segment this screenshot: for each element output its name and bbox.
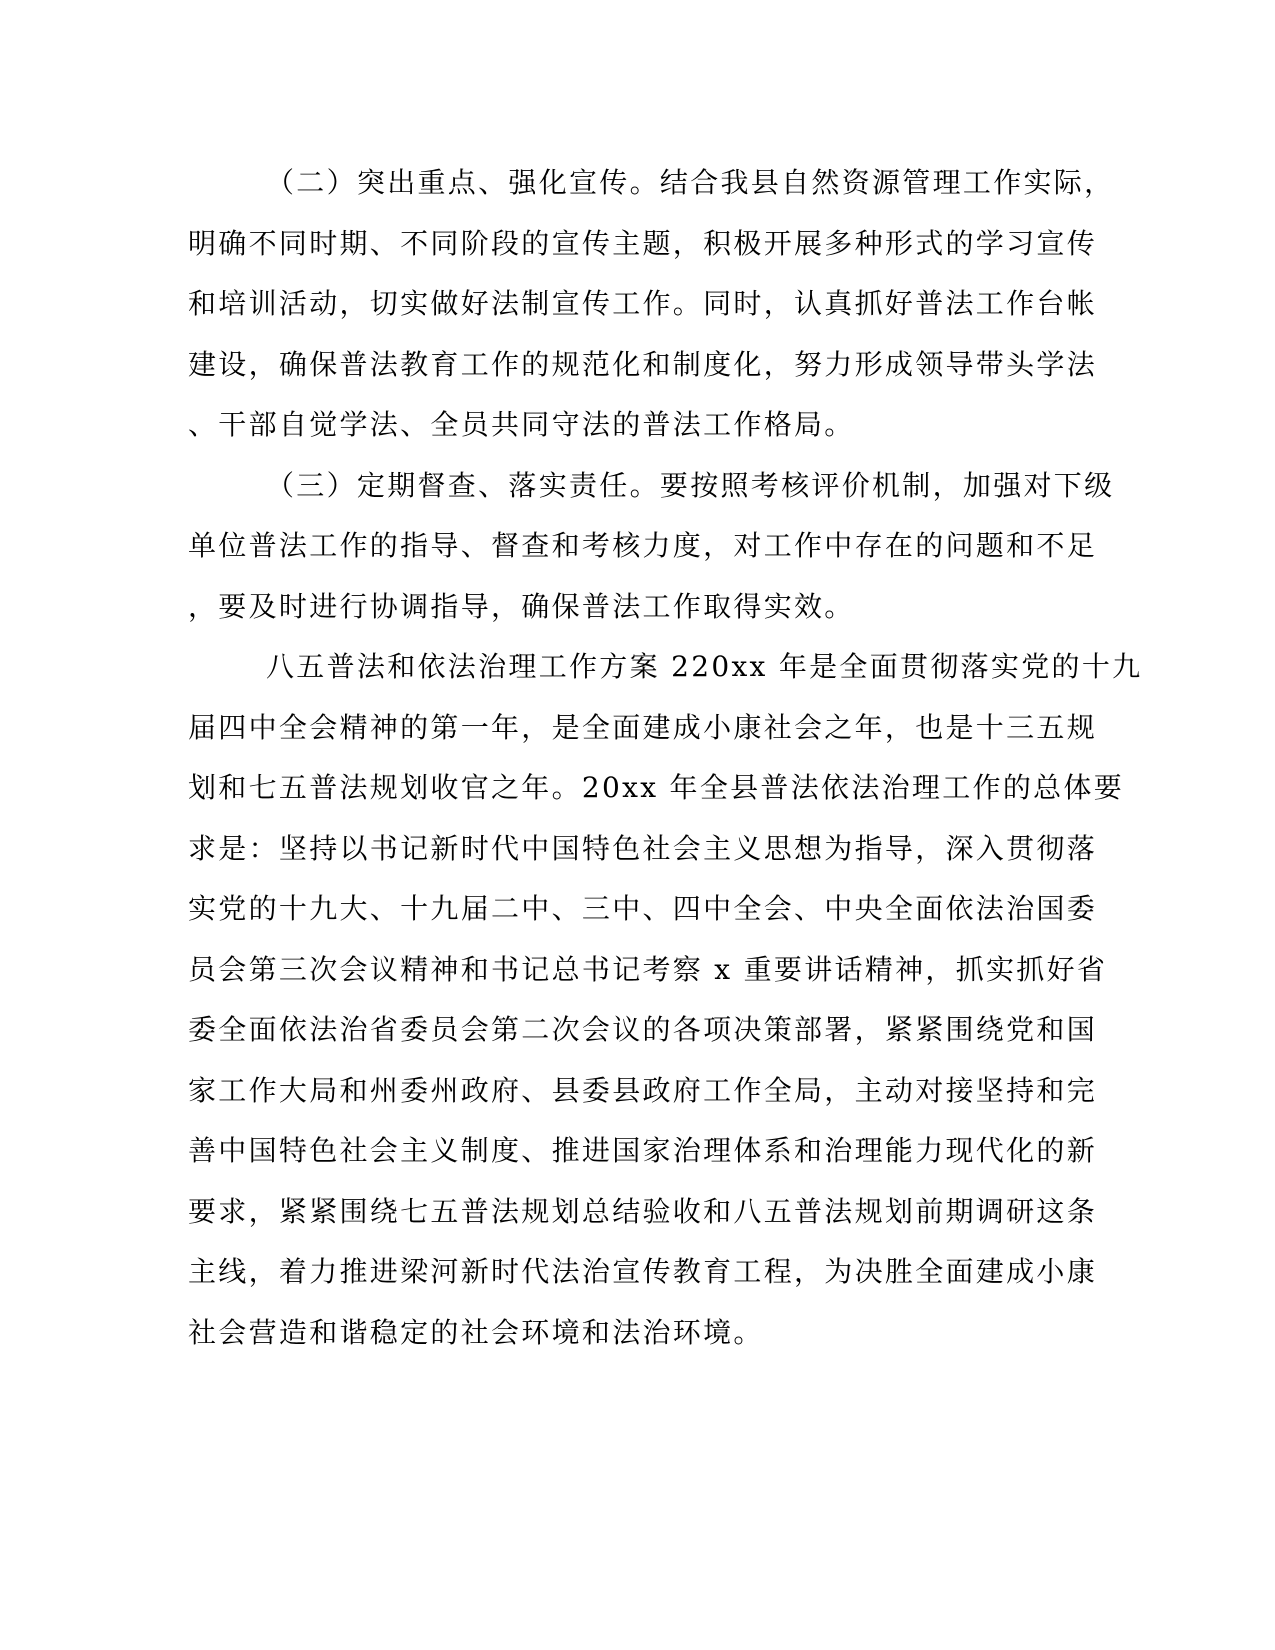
- paragraph-4-line: 社会营造和谐稳定的社会环境和法治环境。: [188, 1315, 764, 1349]
- paragraph-4-line: 员会第三次会议精神和书记总书记考察 x 重要讲话精神，抓实抓好省: [188, 952, 1108, 986]
- paragraph-3-line: （三）定期督查、落实责任。要按照考核评价机制，加强对下级: [266, 468, 1115, 502]
- paragraph-4-line: 划和七五普法规划收官之年。20xx 年全县普法依法治理工作的总体要: [188, 771, 1125, 804]
- paragraph-2-line: （二）突出重点、强化宣传。结合我县自然资源管理工作实际，: [266, 166, 1115, 199]
- paragraph-3-line: 单位普法工作的指导、督查和考核力度，对工作中存在的问题和不足: [188, 529, 1098, 562]
- paragraph-3: [188, 456, 1115, 638]
- paragraph-4-line: 要求，紧紧围绕七五普法规划总结验收和八五普法规划前期调研这条: [188, 1194, 1098, 1228]
- paragraph-4-line: 实党的十九大、十九届二中、三中、四中全会、中央全面依法治国委: [188, 892, 1098, 925]
- paragraph-4-line: 主线，着力推进梁河新时代法治宣传教育工程，为决胜全面建成小康: [188, 1255, 1098, 1288]
- paragraph-4-line: 届四中全会精神的第一年，是全面建成小康社会之年，也是十三五规: [188, 710, 1098, 744]
- paragraph-4: [188, 637, 1143, 1363]
- paragraph-2-line: 明确不同时期、不同阶段的宣传主题，积极开展多种形式的学习宣传: [188, 226, 1098, 260]
- paragraph-3-line: ，要及时进行协调指导，确保普法工作取得实效。: [188, 589, 855, 623]
- paragraph-4-line: 八五普法和依法治理工作方案 220xx 年是全面贯彻落实党的十九: [266, 650, 1143, 683]
- paragraph-2-line: 和培训活动，切实做好法制宣传工作。同时，认真抓好普法工作台帐: [188, 287, 1098, 320]
- paragraph-4-line: 善中国特色社会主义制度、推进国家治理体系和治理能力现代化的新: [188, 1134, 1098, 1167]
- paragraph-4-line: 委全面依法治省委员会第二次会议的各项决策部署，紧紧围绕党和国: [188, 1013, 1098, 1046]
- paragraph-2-line: 、干部自觉学法、全员共同守法的普法工作格局。: [188, 408, 855, 441]
- paragraph-2-line: 建设，确保普法教育工作的规范化和制度化，努力形成领导带头学法: [188, 347, 1098, 381]
- document-body: [188, 153, 1143, 1363]
- paragraph-4-line: 家工作大局和州委州政府、县委县政府工作全局，主动对接坚持和完: [188, 1073, 1098, 1107]
- paragraph-4-line: 求是：坚持以书记新时代中国特色社会主义思想为指导，深入贯彻落: [188, 831, 1098, 865]
- paragraph-2: [188, 153, 1115, 456]
